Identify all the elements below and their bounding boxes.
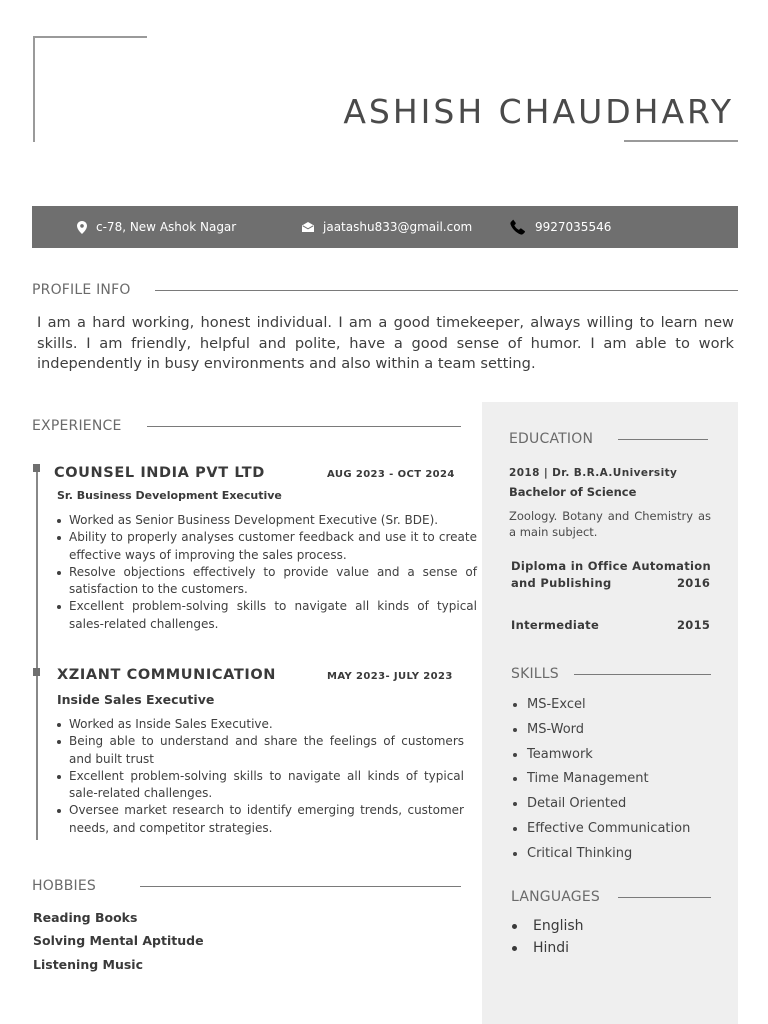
contact-address [77,206,236,248]
education-description: Zoology. Botany and Chemistry as a main subject. [509,509,711,539]
experience-timeline [36,466,38,840]
hobby-item: Reading Books [33,910,138,925]
email-link[interactable]: jaatashu833@gmail.com [323,220,473,234]
experience-section-title: EXPERIENCE [32,418,122,434]
hobby-item: Listening Music [33,957,143,972]
diploma-title-line1: Diploma in Office Automation [511,559,711,573]
location-pin-icon [77,221,87,234]
education-section-title: EDUCATION [509,431,594,447]
list-item: Teamwork [510,743,690,768]
hobby-item: Solving Mental Aptitude [33,933,204,948]
job-role: Inside Sales Executive [57,692,215,707]
list-item: Detail Oriented [510,792,690,817]
experience-rule [147,426,461,427]
profile-text: I am a hard working, honest individual. I am a good timekeeper, always willing to learn new skills. I am friendly, helpful and polite, have a good sense of humor. I am able to work independently in busy environments and also within a team setting. [37,314,734,372]
job-dates: AUG 2023 - OCT 2024 [327,469,455,480]
job-bullets [54,716,464,837]
resume-name: ASHISH CHAUDHARY [343,92,734,131]
list-item: Worked as Inside Sales Executive. [54,716,464,733]
diploma-title-line2: and Publishing [511,576,612,590]
list-item: Being able to understand and share the feelings of customers and built trust [54,733,464,768]
skills-section-title: SKILLS [511,666,559,682]
hobbies-rule [140,886,461,887]
languages-rule [618,897,711,898]
education-rule [618,439,708,440]
education-degree: Bachelor of Science [509,485,637,499]
profile-rule [155,290,738,291]
corner-bracket-horizontal [33,36,147,38]
list-item: Resolve objections effectively to provide value and a sense of satisfaction to the customers. [54,564,477,599]
job-role: Sr. Business Development Executive [57,489,282,502]
phone-icon [510,219,526,235]
job-company: XZIANT COMMUNICATION [57,667,277,683]
list-item: Effective Communication [510,817,690,842]
timeline-marker [33,464,40,472]
contact-phone [510,206,611,248]
list-item: Hindi [509,938,584,960]
languages-section-title: LANGUAGES [511,889,600,905]
languages-list [509,916,584,959]
list-item: English [509,916,584,938]
contact-bar [32,206,738,248]
address-text: c-78, New Ashok Nagar [96,220,237,234]
name-underline [624,140,738,142]
skills-rule [574,674,711,675]
list-item: Excellent problem-solving skills to navigate all kinds of typical sales-related challenges. [54,598,477,633]
corner-bracket-vertical [33,36,35,142]
job-company: COUNSEL INDIA PVT LTD [54,465,265,481]
phone-text: 9927035546 [535,220,612,234]
list-item: Critical Thinking [510,842,690,867]
list-item: MS-Word [510,718,690,743]
intermediate-title: Intermediate [511,618,600,632]
list-item: Ability to properly analyses customer feedback and use it to create effective ways of improving the sales process. [54,529,477,564]
list-item: Oversee market research to identify emerging trends, customer needs, and competitor strategies. [54,802,464,837]
education-year-school: 2018 | Dr. B.R.A.University [509,467,678,479]
envelope-icon [302,222,314,232]
job-bullets [54,512,477,633]
list-item: Worked as Senior Business Development Executive (Sr. BDE). [54,512,477,529]
hobbies-section-title: HOBBIES [32,878,97,894]
list-item: MS-Excel [510,693,690,718]
diploma-year: 2016 [677,576,711,590]
intermediate-year: 2015 [677,618,711,632]
contact-email [302,206,472,248]
list-item: Excellent problem-solving skills to navigate all kinds of typical sale-related challenges. [54,768,464,803]
profile-section-title: PROFILE INFO [32,282,131,298]
skills-list [510,693,690,867]
list-item: Time Management [510,767,690,792]
job-dates: MAY 2023- JULY 2023 [327,671,453,682]
timeline-marker [33,668,40,676]
